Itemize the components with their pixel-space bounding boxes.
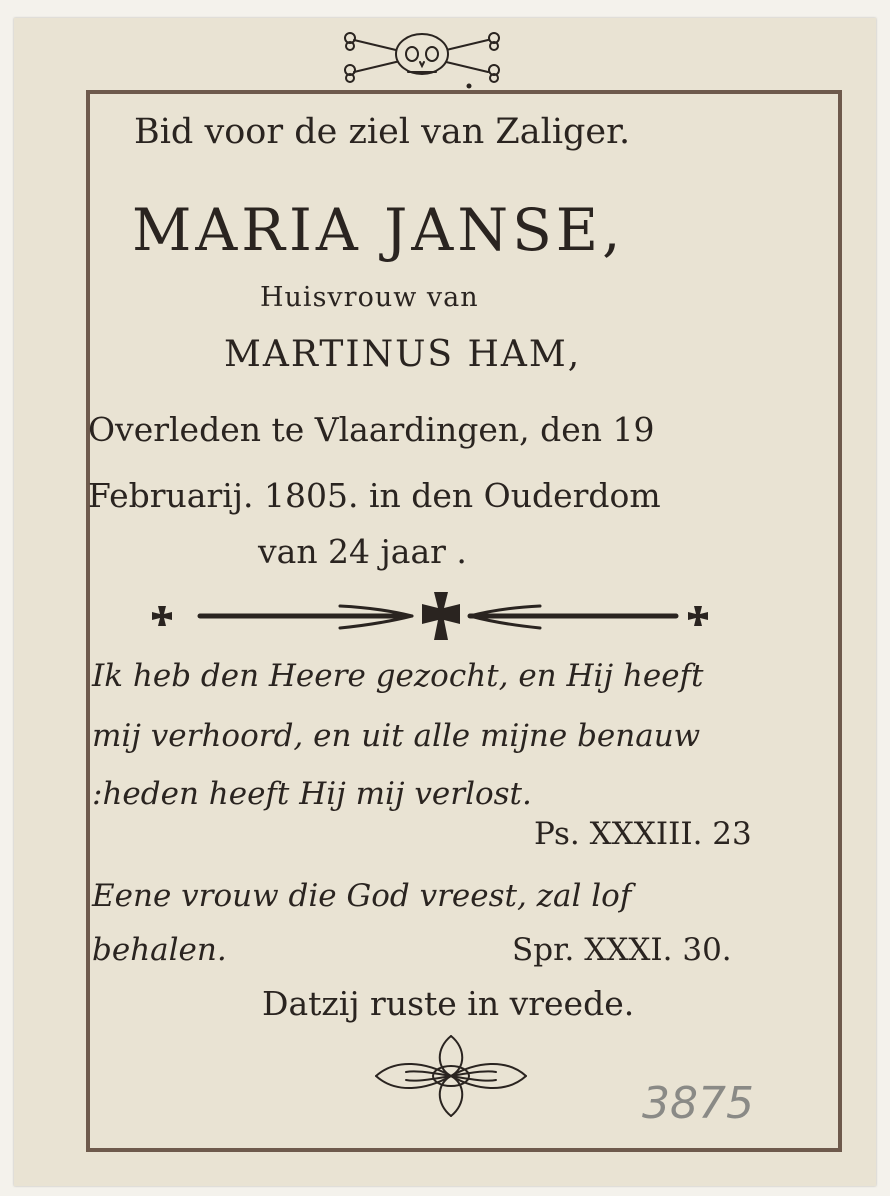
closing-line: Datzij ruste in vreede. [262, 984, 635, 1023]
deceased-name: MARIA JANSE, [132, 196, 625, 264]
intro-line: Bid voor de ziel van Zaliger. [134, 112, 631, 152]
knot-flourish-icon [366, 1028, 536, 1124]
verse1-line-2: mij verhoord, en uit alle mijne benauw [92, 718, 701, 754]
death-line-3: van 24 jaar . [258, 532, 467, 571]
death-line-2: Februarij. 1805. in den Ouderdom [88, 476, 661, 515]
skull-crossbones-icon [338, 28, 508, 90]
cross-divider-icon [140, 584, 730, 650]
verse1-line-3: :heden heeft Hij mij verlost. [92, 776, 532, 812]
husband-name: MARTINUS HAM, [224, 334, 582, 375]
death-line-1: Overleden te Vlaardingen, den 19 [88, 410, 655, 449]
memorial-card [14, 18, 876, 1186]
verse2-reference: Spr. XXXI. 30. [512, 932, 732, 968]
verse1-line-1: Ik heb den Heere gezocht, en Hij heeft [92, 658, 704, 694]
accession-number: 3875 [642, 1078, 754, 1129]
relation-line: Huisvrouw van [260, 282, 479, 313]
verse1-reference: Ps. XXXIII. 23 [534, 816, 752, 852]
verse2-line-2: behalen. [92, 932, 227, 968]
verse2-line-1: Eene vrouw die God vreest, zal lof [92, 878, 632, 914]
